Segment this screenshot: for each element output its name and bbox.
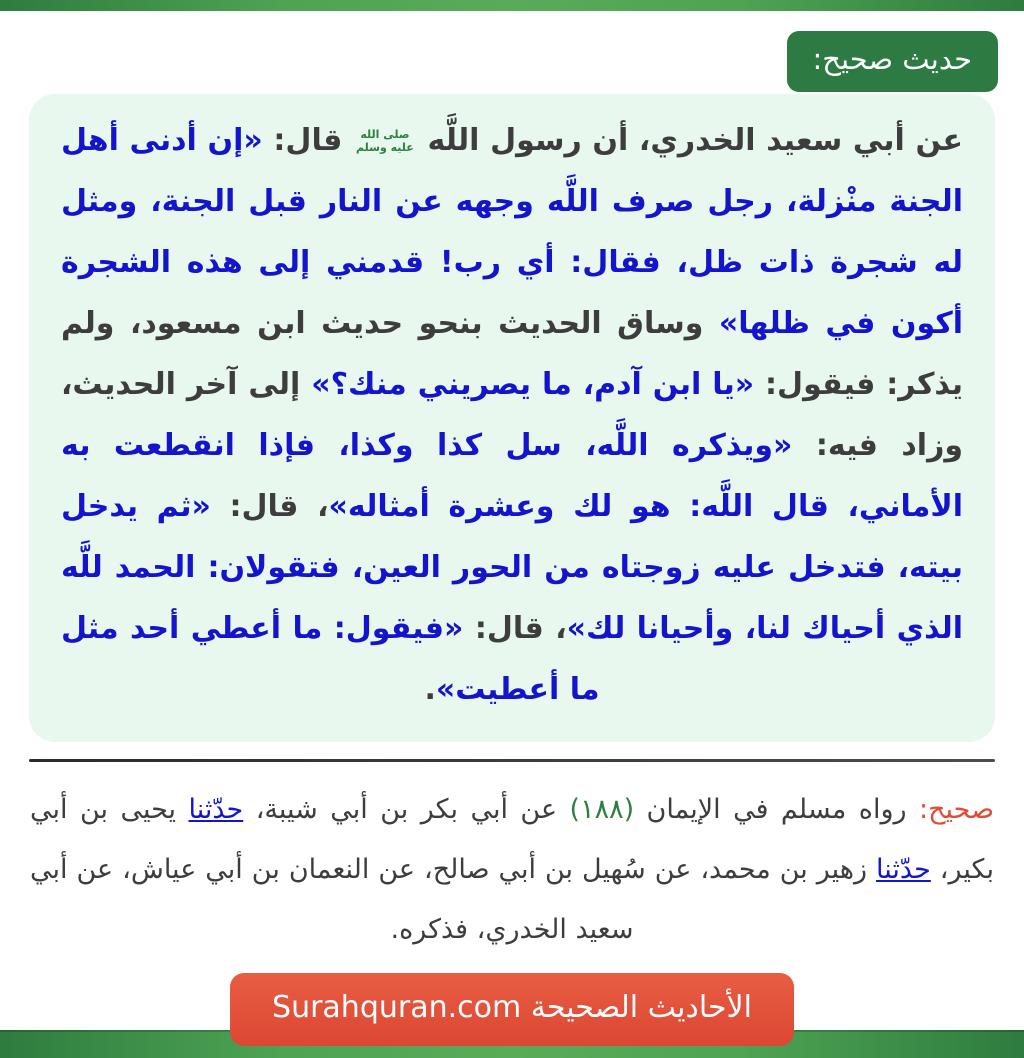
haddathana-link-2[interactable]: حدّثنا xyxy=(876,853,931,885)
hadith-grade-badge xyxy=(787,31,999,92)
takhrij-source: رواه مسلم في الإيمان xyxy=(634,793,919,825)
site-badge-title-ar: الأحاديث الصحيحة xyxy=(530,990,752,1025)
takhrij-chain-2: يحيى بن أبي بكير، xyxy=(30,793,994,885)
hadith-segment-narration: وساق الحديث بنحو حديث ابن مسعود، ولم يذكر: فيقول: xyxy=(61,305,964,402)
hadith-box xyxy=(29,94,995,742)
section-divider xyxy=(29,759,995,762)
hadith-segment-addition: إلى آخر الحديث، وزاد فيه: xyxy=(61,366,963,463)
grade-label-sahih: صحيح: xyxy=(918,793,995,825)
hadith-final-period: . xyxy=(424,671,436,707)
hadith-quote-3: «ويذكره اللَّه، سل كذا وكذا، فإذا انقطعت به الأماني، قال اللَّه: هو لك وعشرة أمثاله» xyxy=(61,427,964,524)
haddathana-link-1[interactable]: حدّثنا xyxy=(188,793,244,825)
takhrij-chain-1: عن أبي بكر بن أبي شيبة، xyxy=(243,793,570,825)
hadith-segment-said-3: ، قال: xyxy=(463,610,567,646)
hadith-quote-4: «ثم يدخل بيته، فتدخل عليه زوجتاه من الحور العين، فتقولان: الحمد للَّه الذي أحياك لنا، وأحيانا لك» xyxy=(61,488,964,646)
takhrij-chain-3: زهير بن محمد، عن سُهيل بن أبي صالح، عن النعمان بن أبي عياش، عن أبي سعيد الخدري، فذكره. xyxy=(30,853,877,945)
pbuh-honorific xyxy=(356,128,414,154)
pbuh-honorific-line2: عليه وسلم xyxy=(356,141,414,155)
hadith-quote-2: «يا ابن آدم، ما يصريني منك؟» xyxy=(311,366,755,402)
pbuh-honorific-line1: صلى الله xyxy=(360,128,410,142)
header-row xyxy=(0,11,1024,92)
hadith-grade-label: حديث صحيح: xyxy=(812,42,972,76)
hadith-narrator-intro: عن أبي سعيد الخدري، أن رسول اللَّه xyxy=(416,122,963,158)
hadith-segment-said: قال: xyxy=(262,122,354,158)
site-badge-domain: Surahquran.com xyxy=(272,990,522,1025)
hadith-quote-5: «فيقول: ما أعطي أحد مثل ما أعطيت» xyxy=(61,610,600,707)
hadith-text xyxy=(61,110,963,720)
hadith-number: (١٨٨) xyxy=(569,793,635,825)
site-link-badge[interactable] xyxy=(230,973,794,1046)
hadith-quote-1: «إن أدنى أهل الجنة منْزلة، رجل صرف اللَّه وجهه عن النار قبل الجنة، ومثل له شجرة ذات ظل، فقال: أي رب! قدمني إلى هذه الشجرة أكون في ظلها» xyxy=(61,122,963,341)
takhrij-text xyxy=(30,780,994,960)
top-green-bar xyxy=(0,0,1024,11)
hadith-segment-said-2: ، قال: xyxy=(210,488,329,524)
